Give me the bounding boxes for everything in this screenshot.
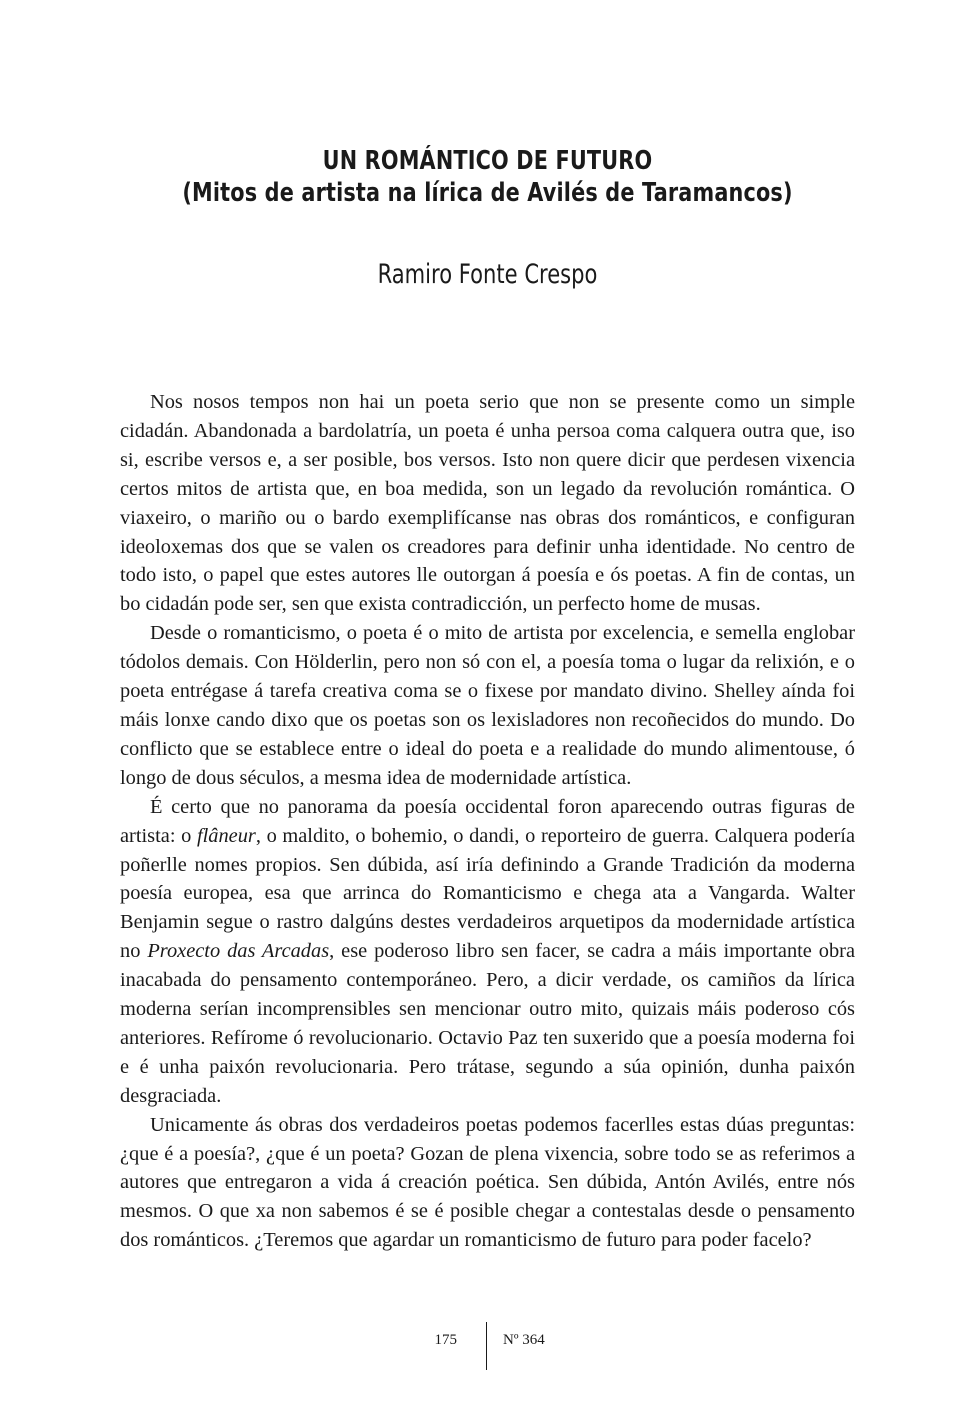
article-title: [0, 145, 975, 209]
title-line-1: UN ROMÁNTICO DE FUTURO: [322, 146, 653, 176]
paragraph-1: [120, 388, 855, 619]
paragraph-4: [120, 1111, 855, 1256]
title-line-2: (Mitos de artista na lírica de Avilés de Taramancos): [182, 178, 793, 208]
paragraph-text: É certo que no panorama da poesía occidental foron aparecendo outras figuras de artista: o: [120, 795, 855, 847]
paragraph-text: , o maldito, o bohemio, o dandi, o reporteiro de guerra. Calquera podería poñerlle nomes propios. Sen dúbida, así iría definindo a Grande Tradición da moderna poesía europea, esa que arrinca do Romanticismo e chega ata a Vangarda. Walter Benjamin segue o rastro dalgúns destes verdadeiros arquetipos da modernidade artística no: [120, 824, 855, 963]
paragraph-text: Desde o romanticismo, o poeta é o mito de artista por excelencia, e semella englobar tódolos demais. Con Hölderlin, pero non só con el, a poesía toma o lugar da relixión, e o poeta entrégase á tarefa creativa coma se o fixese por mandato divino. Shelley aínda foi máis lonxe cando dixo que os poetas son os lexisladores non recoñecidos do mundo. Do conflicto que se establece entre o ideal do poeta e a realidade do mundo alimentouse, ó longo de dous séculos, a mesma idea de modernidade artística.: [120, 622, 855, 789]
paragraph-text: Unicamente ás obras dos verdadeiros poetas podemos facerlles estas dúas preguntas: ¿que é a poesía?, ¿que é un poeta? Gozan de plena vixencia, sobre todo se as referimos a autores que entregaron a vida á creación poética. Sen dúbida, Antón Avilés, entre nós mesmos. O que xa non sabemos é se é posible chegar a contestalas desde o pensamento dos románticos. ¿Teremos que agardar un romanticismo de futuro para poder facelo?: [120, 1113, 855, 1252]
footer-divider: [486, 1322, 487, 1370]
paragraph-text: Nos nosos tempos non hai un poeta serio que non se presente como un simple cidadán. Abandonada a bardolatría, un poeta é unha persoa coma calquera outra que, iso si, escribe versos e, a ser posible, bos versos. Isto non quere dicir que perdesen vixencia certos mitos de artista que, en boa medida, son un legado da revolución romántica. O viaxeiro, o mariño ou o bardo exemplifícanse nas obras dos románticos, e configuran ideoloxemas dos que se valen os creadores para definir unha identidade. No centro de todo isto, o papel que estes autores lle outorgan á poesía e ós poetas. A fin de contas, un bo cidadán pode ser, sen que exista contradicción, un perfecto home de musas.: [120, 391, 855, 616]
article-body: [120, 388, 855, 1255]
page-number: 175: [434, 1332, 457, 1348]
page-footer: [0, 1322, 975, 1372]
paragraph-2: [120, 619, 855, 792]
italic-book-title: Proxecto das Arcadas: [147, 940, 330, 963]
paragraph-3: [120, 793, 855, 1111]
issue-number: Nº 364: [503, 1332, 545, 1348]
italic-term-flaneur: flâneur: [196, 824, 256, 847]
article-author: Ramiro Fonte Crespo: [377, 259, 598, 290]
paragraph-text: , ese poderoso libro sen facer, se cadra a máis importante obra inacabada do pensamento contemporáneo. Pero, a dicir verdade, os camiños da lírica moderna serían incomprensibles sen mencionar outro mito, quizais máis poderoso cós anteriores. Refírome ó revolucionario. Octavio Paz ten suxerido que a poesía moderna foi e é unha paixón revolucionaria. Pero trátase, segundo a súa opinión, dunha paixón desgraciada.: [120, 940, 855, 1107]
